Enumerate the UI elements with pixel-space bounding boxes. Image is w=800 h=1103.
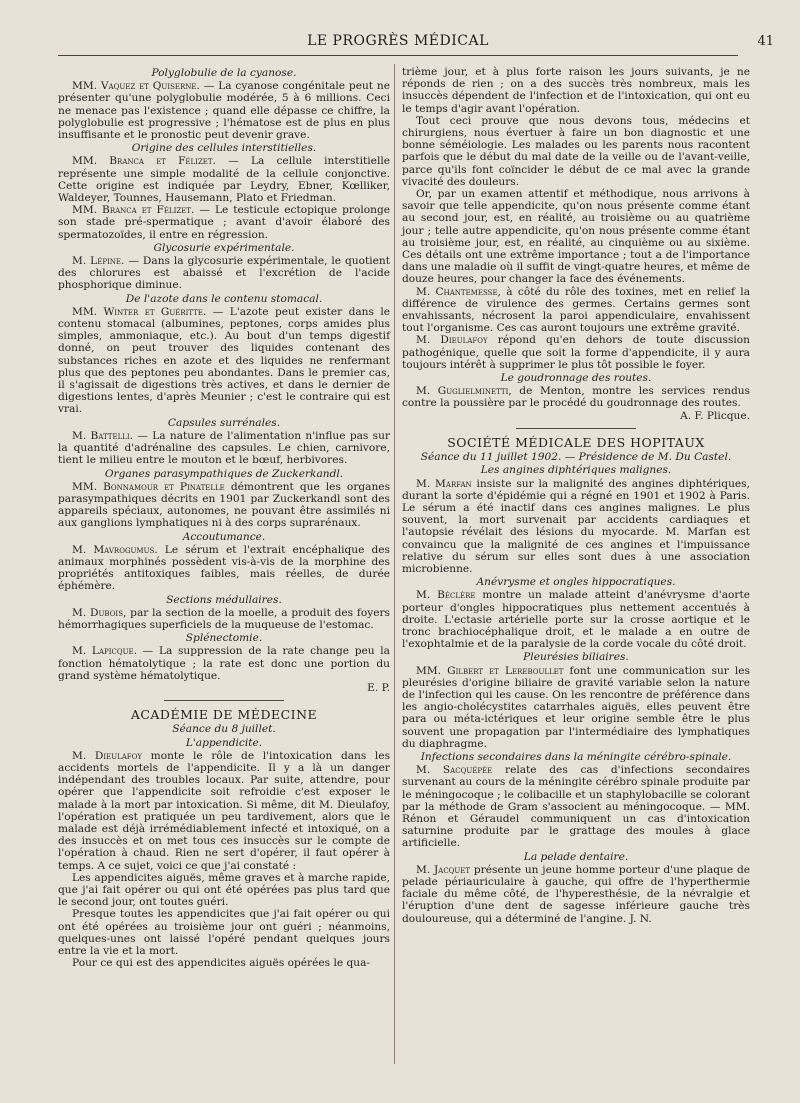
column-divider: [394, 64, 395, 1064]
paragraph: MM. Bonnamour et Pinatelle démontrent que les organes parasympathiques décrits en 1901 par Zuckerkandl sont des appareils spéciaux, autonomes, ne pouvant être assimilés ni aux ganglions lymphatiques ni à des corps suprarénaux.: [58, 480, 391, 530]
subsection-heading: Origine des cellules interstitielles.: [131, 142, 317, 155]
paragraph: MM. Branca et Félizet. — La cellule interstitielle représente une simple modalité de la cellule conjonctive. Cette origine est indiquée par Leydry, Ebner, Kœlliker, Waldeyer, Tounnes, Hausemann, Plato et Friedman.: [58, 155, 390, 205]
paragraph: M. Dubois, par la section de la moelle, a produit des foyers hémorrhagiques superficiels de la muqueuse de l'estomac.: [58, 606, 390, 631]
speaker-name: M. Dieulafoy: [416, 334, 498, 347]
speaker-name: M. Mavrogumus.: [72, 543, 165, 556]
paragraph: M. Jacquet présente un jeune homme porteur d'une plaque de pelade périauriculaire à gauche, qui offre de l'hyperthermie faciale du même côté, de l'hyperesthésie, de la névralgie et l'éruption d'une dent de sagesse inférieure gauche très douloureuse, qui a déterminé de l'angine. J. N.: [402, 863, 750, 925]
subsection-heading: Organes parasympathiques de Zuckerkandl.: [104, 467, 344, 480]
speaker-name: M. Béclère: [416, 589, 483, 602]
paragraph: M. Lépine. — Dans la glycosurie expérimentale, le quotient des chlorures est abaissé et l'excrétion de l'acide phosphorique diminue.: [58, 255, 390, 292]
section-heading: SOCIÉTÉ MÉDICALE DES HOPITAUX: [447, 434, 705, 450]
paragraph: M. Dieulafoy monte le rôle de l'intoxication dans les accidents mortels de l'appendicite. Il y a là un danger indépendant des troubles locaux. Par suite, attendre, pour opérer que l'appendicite soit refroidie c'est exposer le malade à la mort par intoxication. Si même, dit M. Dieulafoy, l'opération est pratiquée un peu tardivement, alors que le malade est déjà irrémédiablement infecté et intoxiqué, on a des insuccès et on met tous ces insuccès sur le compte de l'opération à chaud. Rien ne sert d'opérer, il faut opérer à temps. A ce sujet, voici ce que j'ai constaté :: [58, 749, 391, 872]
paragraph: M. Béclère montre un malade atteint d'anévrysme d'aorte porteur d'ongles hippocratiques plus nettement accentués à droite. L'ectasie artérielle porte sur la crosse aortique et le tronc brachiocéphalique droit, et le malade a en outre de l'exophtalmie et de la paralysie de la corde vocale du côté droit.: [402, 589, 750, 651]
subsection-heading: Accoutumance.: [182, 530, 266, 543]
subsection-heading: Le goudronnage des routes.: [500, 372, 652, 385]
speaker-name: M. Marfan: [416, 477, 477, 490]
section-heading: ACADÉMIE DE MÉDECINE: [130, 707, 318, 723]
speaker-name: MM. Winter et Guéritte.: [72, 305, 213, 318]
paragraph: Les appendicites aiguës, même graves et à marche rapide, que j'ai fait opérer ou qui ont été opérées pas plus tard que le second jour, ont toutes guéri.: [58, 871, 390, 909]
speaker-name: MM. Branca et Félizet.: [72, 204, 200, 217]
subsection-heading: Anévrysme et ongles hippocratiques.: [476, 576, 676, 589]
author-signature: E. P.: [367, 681, 390, 694]
subsection-heading: Les angines diphtériques malignes.: [480, 464, 672, 477]
speaker-name: M. Lapicque.: [72, 645, 143, 658]
paragraph: MM. Vaquez et Quiserne. — La cyanose congénitale peut ne présenter qu'une polyglobulie modérée, 5 à 6 millions. Ceci ne menace pas l'existence ; quand elle dépasse ce chiffre, la polyglobulie est progressive ; l'hématose est de plus en plus insuffisante et le pronostic peut devenir grave.: [58, 80, 390, 142]
journal-title: LE PROGRÈS MÉDICAL: [307, 33, 489, 49]
speaker-name: M. Battelli.: [72, 429, 138, 442]
paragraph: Pour ce qui est des appendicites aiguës opérées le qua-: [72, 957, 370, 970]
paragraph: M. Battelli. — La nature de l'alimentation n'influe pas sur la quantité d'adrénaline des capsules. Le chien, carnivore, tient le milieu entre le mouton et le bœuf, herbivores.: [58, 429, 391, 467]
paragraph: trième jour, et à plus forte raison les jours suivants, je ne réponds de rien ; on a des succès très nombreux, mais les insuccès dépendent de l'infection et de l'intoxication, qui ont eu le temps d'agir avant l'opération.: [402, 66, 750, 115]
speaker-name: MM. Branca et Félizet.: [72, 155, 229, 168]
session-date: Séance du 8 juillet.: [172, 723, 276, 736]
speaker-name: M. Sacquépée: [416, 764, 505, 777]
subsection-heading: Glycosurie expérimentale.: [153, 241, 295, 254]
paragraph: MM. Branca et Félizet. — Le testicule ectopique prolonge son stade pré-spermatique ; avant d'avoir élaboré des spermatozoïdes, il entre en régression.: [58, 204, 391, 241]
subsection-heading: Pleurésies biliaires.: [523, 651, 629, 664]
paragraph: M. Marfan insiste sur la malignité des angines diphtériques, durant la sorte d'épidémie qui a régné en 1901 et 1902 à Paris. Le sérum a été inactif dans ces angines malignes. Le plus souvent, la mort survenait par accidents cardiaques et l'autopsie révélait des lésions du myocarde. M. Marfan est convaincu que la malignité de ces angines et l'impuissance relative du sérum sur elles sont dues à une association microbienne.: [402, 477, 750, 575]
paragraph: Presque toutes les appendicites que j'ai fait opérer ou qui ont été opérées au troisième jour ont guéri ; néanmoins, quelques-unes ont laissé l'opéré pendant quelques jours entre la vie et la mort.: [58, 908, 390, 958]
page-header: [58, 33, 774, 56]
paragraph: M. Dieulafoy répond qu'en dehors de toute discussion pathogénique, quelle que soit la forme d'appendicite, il y aura toujours intérêt à supprimer le plus tôt possible le foyer.: [402, 334, 751, 371]
paragraph: M. Chantemesse, à côté du rôle des toxines, met en relief la différence de virulence des germes. Certains germes sont envahissants, nécrosent la paroi appendiculaire, envahissent tout l'organisme. Ces cas auront toujours une extrême gravité.: [402, 285, 751, 335]
speaker-name: M. Dubois,: [72, 606, 131, 619]
speaker-name: MM. Gilbert et Lereboullet: [416, 664, 570, 677]
subsection-heading: L'appendicite.: [185, 736, 263, 749]
paragraph: M. Guglielminetti, de Menton, montre les services rendus contre la poussière par le procédé du goudronnage des routes.: [402, 385, 750, 410]
speaker-name: M. Dieulafoy: [72, 749, 151, 762]
speaker-name: M. Lépine.: [72, 255, 129, 268]
author-signature: A. F. Plicque.: [680, 409, 750, 422]
speaker-name: M. Chantemesse,: [416, 285, 507, 298]
paragraph: Or, par un examen attentif et méthodique, nous arrivons à savoir que telle appendicite, qu'on nous présente comme étant au second jour, est, en réalité, au troisième ou au quatrième jour ; telle autre appendicite, qu'on nous présente comme étant au troisième jour, est, en réalité, au cinquième ou au sixième. Ces détails ont une extrême importance ; tout a de l'importance dans une maladie où il suffit de vingt-quatre heures, et même de douze heures, pour changer la face des événements.: [402, 188, 750, 286]
section-rule: [164, 700, 284, 701]
subsection-heading: La pelade dentaire.: [523, 850, 629, 863]
paragraph: M. Mavrogumus. Le sérum et l'extrait encéphalique des animaux morphinés possèdent vis-à-vis de la morphine des propriétés antitoxiques faibles, mais réelles, de durée éphémère.: [58, 543, 390, 593]
subsection-heading: Sections médullaires.: [166, 593, 282, 606]
speaker-name: M. Jacquet: [416, 863, 474, 876]
subsection-heading: Polyglobulie de la cyanose.: [151, 67, 297, 79]
right-column: [402, 66, 750, 925]
paragraph: Tout ceci prouve que nous devons tous, médecins et chirurgiens, nous évertuer à faire un bon diagnostic et une bonne séméiologie. Les malades ou les parents nous racontent parfois que le début du mal date de la veille ou de l'avant-veille, parce qu'ils font coïncider le début de ce mal avec la grande vivacité des douleurs.: [402, 114, 750, 188]
subsection-heading: De l'azote dans le contenu stomacal.: [125, 292, 323, 305]
left-column: [58, 66, 390, 969]
speaker-name: M. Guglielminetti,: [416, 385, 520, 398]
subsection-heading: Infections secondaires dans la méningite cérébro-spinale.: [420, 750, 732, 763]
page-number: 41: [757, 34, 774, 49]
speaker-name: MM. Vaquez et Quiserne.: [72, 80, 204, 93]
paragraph: M. Lapicque. — La suppression de la rate change peu la fonction hématolytique ; la rate est donc une portion du grand système hématolytique.: [58, 645, 390, 682]
speaker-name: MM. Bonnamour et Pinatelle: [72, 480, 231, 493]
session-date: Séance du 11 juillet 1902. — Présidence de M. Du Castel.: [420, 451, 732, 464]
subsection-heading: Splénectomie.: [185, 632, 263, 645]
paragraph: M. Sacquépée relate des cas d'infections secondaires survenant au cours de la méningite cérébro spinale produite par le méningocoque ; le colibacille et un staphylobacille se colorant par la méthode de Gram s'associent au méningocoque. — MM. Rénon et Géraudel communiquent un cas d'intoxication saturnine produite par le grattage des moules à glace artificielle.: [402, 764, 750, 850]
section-rule: [516, 428, 636, 429]
paragraph: MM. Winter et Guéritte. — L'azote peut exister dans le contenu stomacal (albumines, peptones, corps amides plus simples, ammoniaque, etc.). Au bout d'un temps digestif donné, on peut trouver des liquides contenant des substances riches en azote et des liquides ne renfermant plus que des peptones peu abondantes. Dans le premier cas, il s'agissait de digestions très actives, et dans le dernier de digestions lentes, d'après Meunier ; c'est le contraire qui est vrai.: [58, 305, 390, 416]
subsection-heading: Capsules surrénales.: [167, 416, 281, 429]
paragraph: MM. Gilbert et Lereboullet font une communication sur les pleurésies d'origine biliaire de gravité variable selon la nature de l'infection qui les cause. On les rencontre de préférence dans les angio-cholécystites catarrhales aiguës, elles peuvent être para ou méta-ictériques et leur origine semble être le plus souvent une propagation par l'intermédiaire des lymphatiques du diaphragme.: [402, 664, 750, 750]
